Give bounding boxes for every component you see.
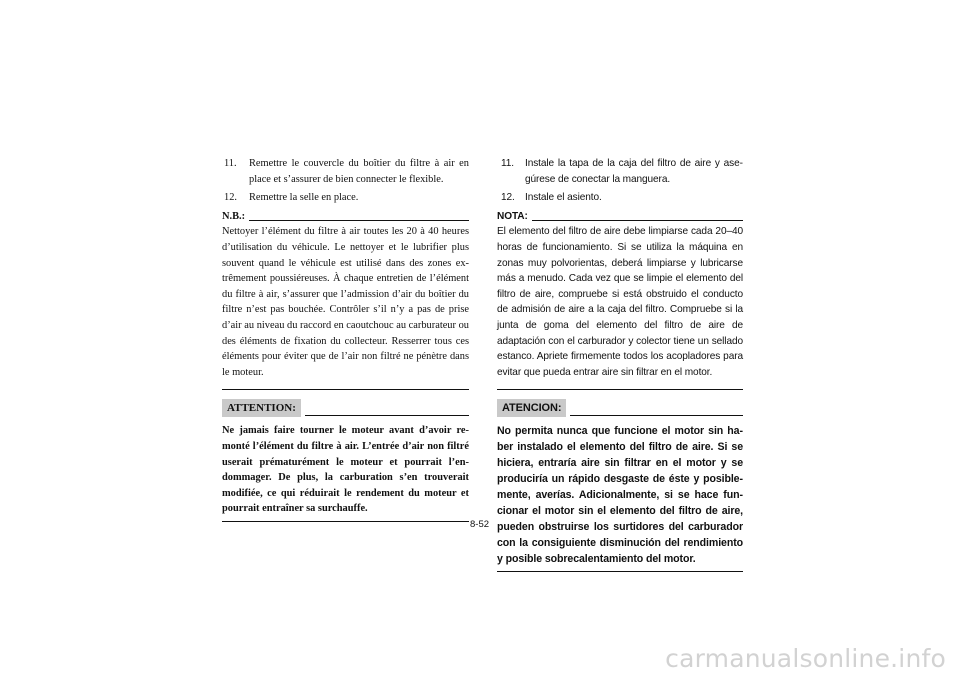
divider xyxy=(222,389,469,390)
divider xyxy=(222,521,469,522)
step-text: Remettre le couvercle du boîtier du filtre à air en place et s’assurer de bien connecter le flexible. xyxy=(249,158,469,185)
note-label: NOTA: xyxy=(497,210,528,222)
page-number: 8-52 xyxy=(470,519,490,530)
warning-text-es: No permita nunca que funcione el motor sin haber instalado el elemento del filtro de aire. Si se hiciera, entraría aire sin filtrar en el motor y se produciría un rápido desgaste de éste y posiblemente, averías. Adicionalmente, si se hace funcionar el motor sin el elemento del filtro de aire, pueden obstruirse los surtidores del carburador con la consiguiente disminución del rendimiento y posible sobrecalentamiento del motor. xyxy=(497,425,743,566)
step-number: 11. xyxy=(501,158,514,169)
warning-heading-es xyxy=(497,399,743,417)
warning-text-fr: Ne jamais faire tourner le moteur avant d’avoir remonté l’élément du filtre à air. L’entrée d’air non filtré userait prématurément le moteur et pourrait l’endommager. De plus, la carburation s’en trouverait modifiée, ce qui réduirait le rendement du moteur et pourrait entraîner sa surchauffe. xyxy=(222,425,469,515)
spanish-column xyxy=(497,156,743,572)
step-12-es xyxy=(497,190,743,206)
warning-heading-fr xyxy=(222,399,469,417)
watermark: carmanualsonline.info xyxy=(665,644,946,673)
french-column xyxy=(222,156,469,522)
step-11-fr xyxy=(222,156,469,187)
note-heading-fr xyxy=(222,209,469,225)
step-number: 12. xyxy=(224,192,237,204)
divider xyxy=(497,389,743,390)
note-text-fr: Nettoyer l’élément du filtre à air toutes les 20 à 40 heures d’utilisation du véhicule. Le nettoyer et le lubrifier plus souvent quand le véhicule est utilisé dans des zones extrêmement poussiéreuses. À chaque entretien de l’élément du filtre à air, s’assurer que l’admission d’air du boîtier du filtre n’est pas bouchée. Contrôler s’il n’y a pas de prise d’air au niveau du raccord en caoutchouc au carburateur ou des éléments de fixation du collecteur. Resserrer tous ces éléments pour éviter que de l’air non filtré ne pénètre dans le moteur. xyxy=(222,226,469,378)
warning-label: ATTENTION: xyxy=(222,399,301,417)
step-text: Instale la tapa de la caja del filtro de aire y asegúrese de conectar la manguera. xyxy=(525,158,743,185)
note-text-es: El elemento del filtro de aire debe limpiarse cada 20–40 horas de funcionamiento. Si se utiliza la máquina en zonas muy polvorientas, deberá limpiarse y lubricarse más a menudo. Cada vez que se limpie el elemento del filtro de aire, compruebe si está obstruido el conducto de admisión de aire a la caja del filtro. Compruebe si la junta de goma del elemento del filtro de aire de adaptación con el carburador y colector tiene un sellado estanco. Apriete firmemente todos los acopladores para evitar que pueda entrar aire sin filtrar en el motor. xyxy=(497,226,743,378)
warning-rule xyxy=(570,415,743,416)
note-heading-es xyxy=(497,209,743,225)
note-rule xyxy=(249,220,469,221)
divider xyxy=(497,571,743,572)
warning-label: ATENCION: xyxy=(497,399,566,417)
step-number: 12. xyxy=(501,192,515,204)
step-text: Instale el asiento. xyxy=(525,192,602,204)
note-label: N.B.: xyxy=(222,210,246,222)
step-text: Remettre la selle en place. xyxy=(249,192,359,204)
warning-rule xyxy=(305,415,469,416)
step-11-es xyxy=(497,156,743,187)
step-12-fr xyxy=(222,190,469,206)
step-number: 11. xyxy=(224,158,237,169)
note-rule xyxy=(532,220,743,221)
